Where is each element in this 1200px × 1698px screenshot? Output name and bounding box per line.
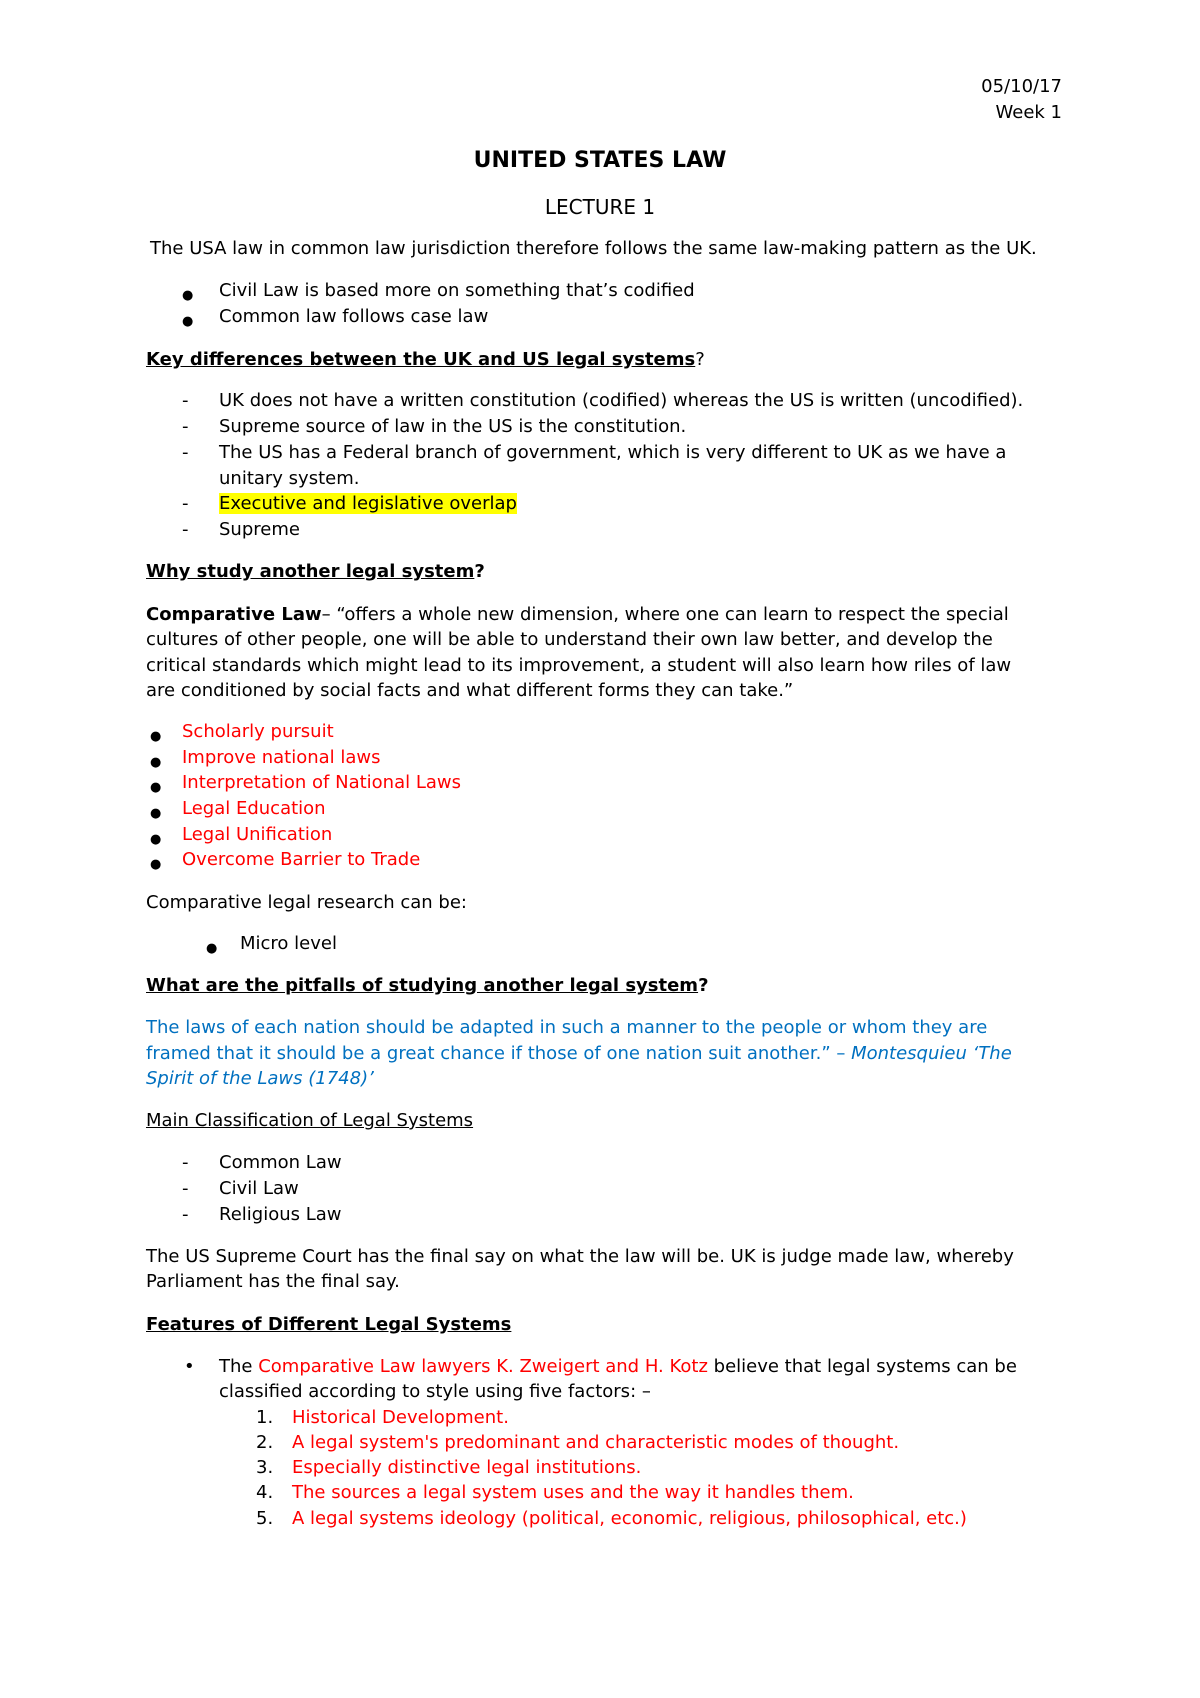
week-label: Week 1 bbox=[995, 102, 1062, 123]
list-item: Legal Education bbox=[182, 798, 326, 819]
quote-line: are conditioned by social facts and what different forms they can take.” bbox=[146, 680, 794, 701]
list-item: Common law follows case law bbox=[219, 306, 489, 327]
dash-icon: - bbox=[182, 1204, 189, 1225]
bullet-icon: ● bbox=[150, 729, 162, 744]
bullet-icon: ● bbox=[150, 857, 162, 872]
list-item: Supreme source of law in the US is the constitution. bbox=[219, 416, 687, 437]
comparative-law-quote-line bbox=[146, 606, 1009, 624]
number-marker: 2. bbox=[256, 1432, 274, 1453]
quote-line: Spirit of the Laws (1748)’ bbox=[146, 1068, 374, 1089]
section-heading-key-differences bbox=[146, 351, 705, 369]
research-paragraph: Comparative legal research can be: bbox=[146, 892, 467, 913]
heading-text: Why study another legal system bbox=[146, 561, 475, 582]
dash-icon: - bbox=[182, 442, 189, 463]
list-item-highlighted bbox=[219, 495, 517, 513]
bullet-icon: ● bbox=[150, 832, 162, 847]
bullet-icon: ● bbox=[206, 941, 218, 956]
paragraph-line: Parliament has the final say. bbox=[146, 1271, 400, 1292]
list-item: Religious Law bbox=[219, 1204, 342, 1225]
dash-icon: - bbox=[182, 416, 189, 437]
features-intro-continuation: classified according to style using five factors: – bbox=[219, 1381, 651, 1402]
list-item: Common Law bbox=[219, 1152, 342, 1173]
list-item: Civil Law is based more on something that’s codified bbox=[219, 280, 695, 301]
heading-text: Key differences between the UK and US legal systems bbox=[146, 349, 696, 370]
section-heading-pitfalls bbox=[146, 977, 709, 995]
quote-open: – “ bbox=[321, 604, 345, 625]
paragraph-line: The US Supreme Court has the final say on what the law will be. UK is judge made law, whereby bbox=[146, 1246, 1014, 1267]
authors: Comparative Law lawyers K. Zweigert and H. Kotz bbox=[258, 1356, 708, 1377]
list-item: The US has a Federal branch of government, which is very different to UK as we have a bbox=[219, 442, 1007, 463]
quote-text: framed that it should be a great chance if those of one nation suit another.” – bbox=[146, 1043, 852, 1064]
list-item: Interpretation of National Laws bbox=[182, 772, 461, 793]
document-title: UNITED STATES LAW bbox=[473, 148, 727, 173]
intro-paragraph: The USA law in common law jurisdiction therefore follows the same law-making pattern as the UK. bbox=[150, 238, 1037, 259]
lecture-label: LECTURE 1 bbox=[544, 195, 656, 219]
text: believe that legal systems can be bbox=[707, 1356, 1017, 1377]
quote-line: critical standards which might lead to its improvement, a student will also learn how riles of law bbox=[146, 655, 1012, 676]
text: The bbox=[219, 1356, 259, 1377]
list-item: Overcome Barrier to Trade bbox=[182, 849, 421, 870]
numbered-item: Historical Development. bbox=[292, 1407, 509, 1428]
quote-text: offers a whole new dimension, where one can learn to respect the special bbox=[344, 604, 1009, 625]
bullet-icon: ● bbox=[182, 314, 194, 329]
numbered-item: The sources a legal system uses and the way it handles them. bbox=[292, 1482, 854, 1503]
dash-icon: - bbox=[182, 390, 189, 411]
date: 05/10/17 bbox=[981, 76, 1062, 97]
numbered-item: Especially distinctive legal institutions. bbox=[292, 1457, 642, 1478]
term-comparative-law: Comparative Law bbox=[146, 604, 322, 625]
bullet-icon: • bbox=[184, 1356, 195, 1377]
bullet-icon: ● bbox=[150, 806, 162, 821]
heading-text: What are the pitfalls of studying another legal system bbox=[146, 975, 699, 996]
bullet-icon: ● bbox=[150, 755, 162, 770]
number-marker: 1. bbox=[256, 1407, 274, 1428]
number-marker: 5. bbox=[256, 1508, 274, 1529]
bullet-icon: ● bbox=[182, 288, 194, 303]
list-item: Micro level bbox=[240, 933, 337, 954]
section-heading-features: Features of Different Legal Systems bbox=[146, 1314, 512, 1335]
section-heading-why-study bbox=[146, 563, 485, 581]
list-item: Supreme bbox=[219, 519, 300, 540]
list-item: Civil Law bbox=[219, 1178, 299, 1199]
list-item: Legal Unification bbox=[182, 824, 333, 845]
number-marker: 3. bbox=[256, 1457, 274, 1478]
question-mark: ? bbox=[698, 975, 709, 996]
numbered-item: A legal system's predominant and characteristic modes of thought. bbox=[292, 1432, 900, 1453]
citation: Montesquieu ‘The bbox=[851, 1043, 1012, 1064]
quote-line bbox=[146, 1045, 1012, 1063]
dash-icon: - bbox=[182, 493, 189, 514]
list-item: UK does not have a written constitution (codified) whereas the US is written (uncodified). bbox=[219, 390, 1024, 411]
question-mark: ? bbox=[474, 561, 485, 582]
section-heading-classification: Main Classification of Legal Systems bbox=[146, 1110, 474, 1131]
dash-icon: - bbox=[182, 1178, 189, 1199]
number-marker: 4. bbox=[256, 1482, 274, 1503]
dash-icon: - bbox=[182, 519, 189, 540]
list-item: Improve national laws bbox=[182, 747, 381, 768]
bullet-icon: ● bbox=[150, 780, 162, 795]
list-item: Scholarly pursuit bbox=[182, 721, 334, 742]
question-mark: ? bbox=[695, 349, 705, 370]
quote-line: The laws of each nation should be adapted in such a manner to the people or whom they are bbox=[146, 1017, 988, 1038]
quote-line: cultures of other people, one will be able to understand their own law better, and develop the bbox=[146, 629, 993, 650]
features-intro-line bbox=[219, 1358, 1017, 1376]
numbered-item: A legal systems ideology (political, economic, religious, philosophical, etc.) bbox=[292, 1508, 967, 1529]
highlighted-text: Executive and legislative overlap bbox=[219, 493, 517, 514]
dash-icon: - bbox=[182, 1152, 189, 1173]
list-item-continuation: unitary system. bbox=[219, 468, 360, 489]
